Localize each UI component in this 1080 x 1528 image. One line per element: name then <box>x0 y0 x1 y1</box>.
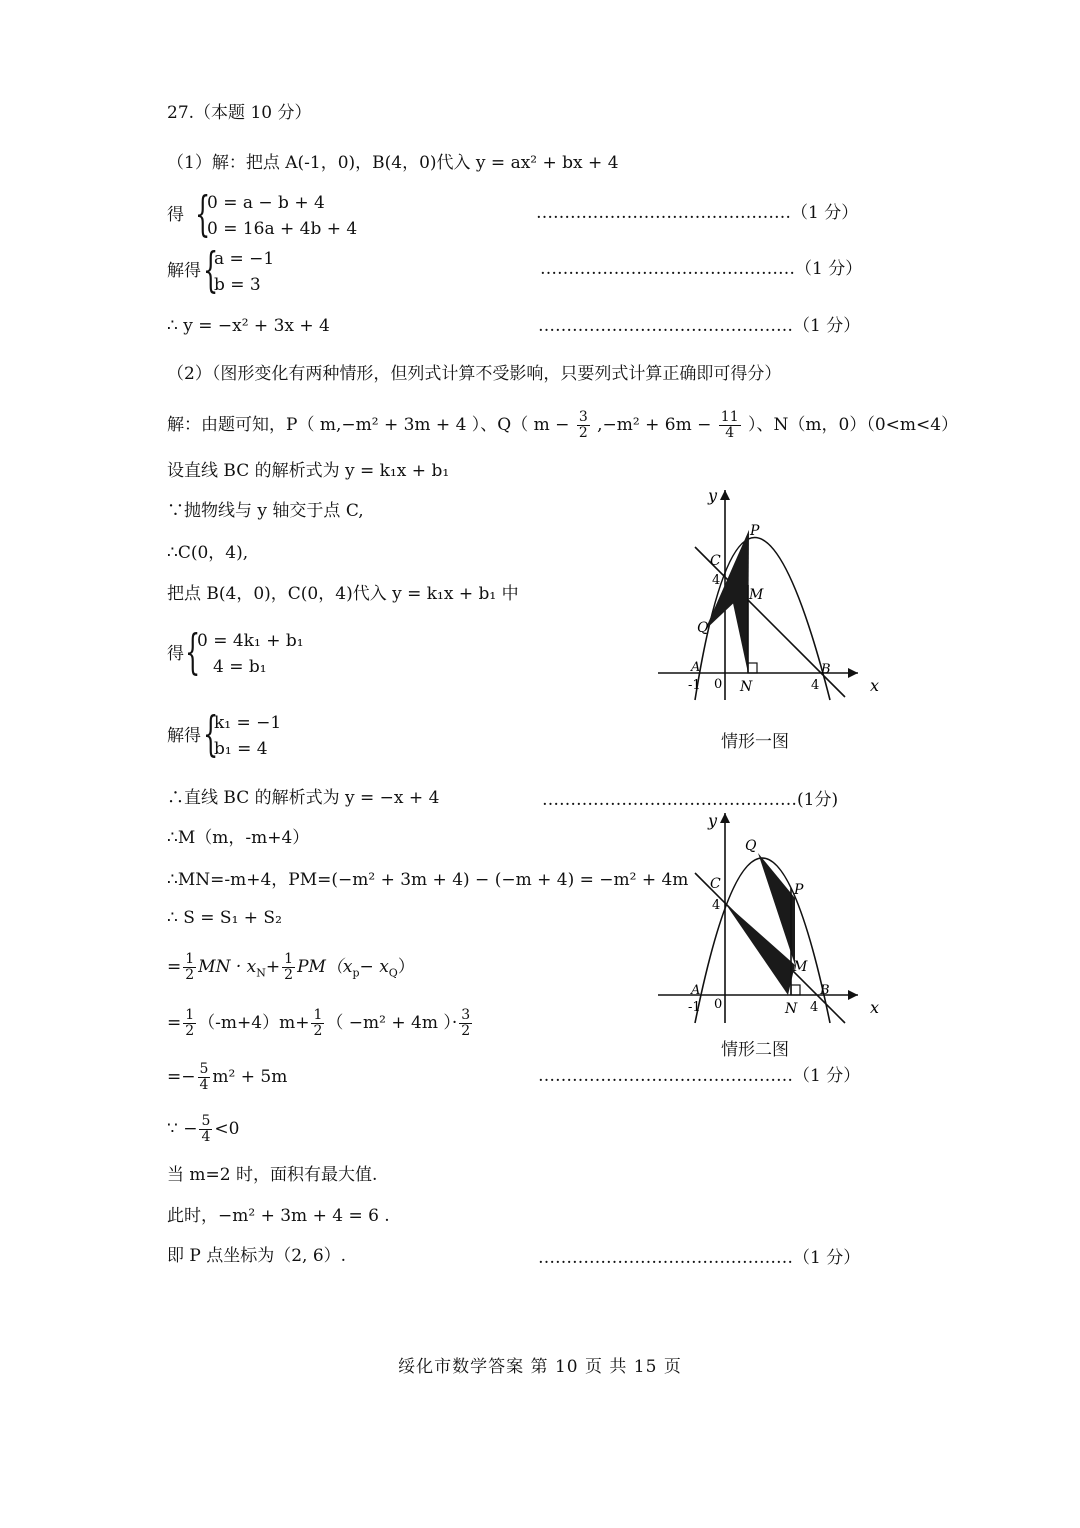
system4-brace: { <box>203 706 219 762</box>
negative-coef-rest: <0 <box>214 1119 240 1139</box>
frac2-num: 11 <box>720 409 739 425</box>
s-step2-b: （ −m² + 4m ）· <box>326 1013 458 1033</box>
figure-case-2-caption: 情形二图 <box>721 1040 789 1060</box>
fig1-right-angle <box>748 663 757 673</box>
system2-score: ………………………………………（1 分） <box>540 259 863 279</box>
fig2-label-4x: 4 <box>810 1000 819 1015</box>
fig2-right-angle <box>791 985 800 995</box>
fig1-label-b: B <box>821 662 831 677</box>
system1-eq2: 0 = 16a + 4b + 4 <box>207 219 358 239</box>
s-step1-frac-a <box>183 952 196 983</box>
bc-score: ………………………………………(1分) <box>542 790 839 810</box>
fig2-label-c: C <box>710 876 721 892</box>
system1-eq1: 0 = a − b + 4 <box>207 193 325 213</box>
fig2-label-q: Q <box>745 838 757 854</box>
figure-case-1 <box>650 485 890 705</box>
s-step2-frac-a <box>183 1008 196 1039</box>
system1 <box>207 190 357 242</box>
s-step2-frac-c-num: 3 <box>461 1007 471 1023</box>
solution-frac2 <box>719 410 741 441</box>
fig2-label-y: y <box>708 811 718 830</box>
line-bc-def: 设直线 BC 的解析式为 y = k₁x + b₁ <box>167 461 450 481</box>
at-this-time: 此时，−m² + 3m + 4 = 6 . <box>167 1206 390 1226</box>
s-step2-frac-c <box>459 1008 472 1039</box>
fig1-label-p: P <box>750 523 760 539</box>
fig1-label-x: x <box>870 676 880 695</box>
system4 <box>214 710 281 762</box>
fig2-label-neg1: -1 <box>688 1000 701 1015</box>
figure-case-2 <box>650 808 890 1028</box>
fig1-label-n: N <box>740 679 753 695</box>
fig2-label-x: x <box>870 998 880 1017</box>
system4-label: 解得 <box>167 726 201 746</box>
fig2-label-a: A <box>691 983 701 998</box>
s-step1-mn: MN · x <box>198 957 257 977</box>
s-step2-frac-a-den: 2 <box>185 1023 195 1039</box>
fig2-label-n: N <box>785 1001 798 1017</box>
fig1-label-y: y <box>708 486 718 505</box>
system3 <box>197 628 304 680</box>
system1-label: 得 <box>167 205 184 225</box>
s-step1-frac-b-num: 1 <box>284 951 294 967</box>
s-step2-frac-b <box>311 1008 324 1039</box>
s-step2-frac-c-den: 2 <box>461 1023 471 1039</box>
fig1-label-c: C <box>710 553 721 569</box>
mn-pm: ∴MN=-m+4，PM=(−m² + 3m + 4) − (−m + 4) = −m² + 4m <box>167 870 689 890</box>
s-step1-frac-a-num: 1 <box>185 951 195 967</box>
part1-intro: （1）解：把点 A(-1，0)，B(4，0)代入 y = ax² + bx + 4 <box>167 153 619 173</box>
system4-eq2: b₁ = 4 <box>214 739 268 759</box>
fig1-x-arrow <box>848 668 858 678</box>
system3-eq2: 4 = b₁ <box>213 657 267 677</box>
system4-eq1: k₁ = −1 <box>214 713 282 733</box>
s-step1-close: ） <box>397 957 415 977</box>
fig2-label-m: M <box>793 959 808 975</box>
fig2-label-b: B <box>820 983 830 998</box>
fig1-label-origin: 0 <box>714 677 723 692</box>
s-sum: ∴ S = S₁ + S₂ <box>167 908 282 928</box>
fig2-label-origin: 0 <box>714 997 723 1012</box>
part2-note: （2）（图形变化有两种情形，但列式计算不受影响，只要列式计算正确即可得分） <box>167 364 782 384</box>
s-step3-frac-num: 5 <box>199 1061 209 1077</box>
s-step2-frac-a-num: 1 <box>185 1007 195 1023</box>
s-step1-frac-b-den: 2 <box>284 967 294 983</box>
frac2-den: 4 <box>725 425 735 441</box>
s-step3: =− $\frac{5}{4}$ m² + 5m <box>167 1061 288 1093</box>
fig1-label-m: M <box>749 587 764 603</box>
fig1-label-4x: 4 <box>811 678 820 693</box>
s-step1-sub-n: N <box>256 966 266 980</box>
negative-coef: ∵ − $\frac{5}{4}$ <0 <box>167 1113 240 1145</box>
s-step1-sub-q: Q <box>388 966 398 980</box>
bc-result: ∴直线 BC 的解析式为 y = −x + 4 <box>167 788 440 808</box>
parabola-y-axis: ∵抛物线与 y 轴交于点 C, <box>167 501 364 521</box>
negative-coef-num: 5 <box>201 1113 211 1129</box>
s-step3-score: ………………………………………（1 分） <box>538 1066 861 1086</box>
part1-result: ∴ y = −x² + 3x + 4 <box>167 316 330 336</box>
fig2-x-arrow <box>848 990 858 1000</box>
p-score: ………………………………………（1 分） <box>538 1248 861 1268</box>
system2-eq2: b = 3 <box>214 275 261 295</box>
s-step1-minus-x: − x <box>359 957 389 977</box>
system3-eq1: 0 = 4k₁ + b₁ <box>197 631 304 651</box>
s-step3-frac-den: 4 <box>199 1077 209 1093</box>
s-step1-frac-b <box>282 952 295 983</box>
fig1-label-q: Q <box>697 620 709 636</box>
c-point: ∴C(0，4), <box>167 543 249 563</box>
solution-frac1 <box>577 410 590 441</box>
system3-label: 得 <box>167 644 184 664</box>
frac1-num: 3 <box>578 409 588 425</box>
s-step1-frac-a-den: 2 <box>185 967 195 983</box>
m-point: ∴M（m，-m+4） <box>167 828 310 848</box>
page-footer: 绥化市数学答案 第 10 页 共 15 页 <box>398 1357 682 1377</box>
system2-label: 解得 <box>167 261 201 281</box>
fig2-label-p: P <box>794 882 804 898</box>
s-step3-rest: m² + 5m <box>212 1067 288 1087</box>
system1-brace: { <box>195 186 211 242</box>
solution-pre: 解：由题可知，P（ m,−m² + 3m + 4 ）、Q（ m − <box>167 415 570 435</box>
system2-brace: { <box>203 242 219 298</box>
s-step1-pm: PM（x <box>297 957 353 977</box>
s-step1: = $\frac{1}{2}$ MN · $x_N+$ $\frac{1}{2}$ $PM(x_p- x_Q)$ <box>167 951 415 983</box>
s-step2-a: （-m+4）m+ <box>198 1013 310 1033</box>
solution-points <box>167 410 958 441</box>
fig1-label-4y: 4 <box>712 573 721 588</box>
system3-brace: { <box>185 624 201 680</box>
system2 <box>214 246 274 298</box>
fig2-label-4y: 4 <box>712 898 721 913</box>
fig1-label-a: A <box>691 660 701 675</box>
part1-result-score: ………………………………………（1 分） <box>538 316 861 336</box>
system2-eq1: a = −1 <box>214 249 275 269</box>
solution-post: ）、N（m，0）（0<m<4） <box>748 415 959 435</box>
solution-mid: ,−m² + 6m − <box>597 415 712 435</box>
substitute-bc: 把点 B(4，0)，C(0，4)代入 y = k₁x + b₁ 中 <box>167 584 519 604</box>
frac1-den: 2 <box>578 425 588 441</box>
negative-coef-frac <box>199 1114 212 1145</box>
fig1-y-arrow <box>720 490 730 500</box>
system1-score: ………………………………………（1 分） <box>536 203 859 223</box>
s-step2-frac-b-den: 2 <box>313 1023 323 1039</box>
p-coordinate: 即 P 点坐标为（2, 6）. <box>167 1246 347 1266</box>
s-step2: = $\frac{1}{2}$ （-m+4）m+ $\frac{1}{2}$ （ −m² + 4m ）· $\frac{3}{2}$ <box>167 1007 471 1039</box>
fig1-label-neg1: -1 <box>688 678 701 693</box>
max-text: 当 m=2 时，面积有最大值. <box>167 1165 378 1185</box>
s-step2-frac-b-num: 1 <box>313 1007 323 1023</box>
fig2-y-arrow <box>720 813 730 823</box>
s-step1-sub-p: p <box>352 966 360 980</box>
s-step3-frac <box>198 1062 211 1093</box>
problem-header: 27.（本题 10 分） <box>167 103 312 123</box>
figure-case-1-caption: 情形一图 <box>721 732 789 752</box>
negative-coef-den: 4 <box>201 1129 211 1145</box>
